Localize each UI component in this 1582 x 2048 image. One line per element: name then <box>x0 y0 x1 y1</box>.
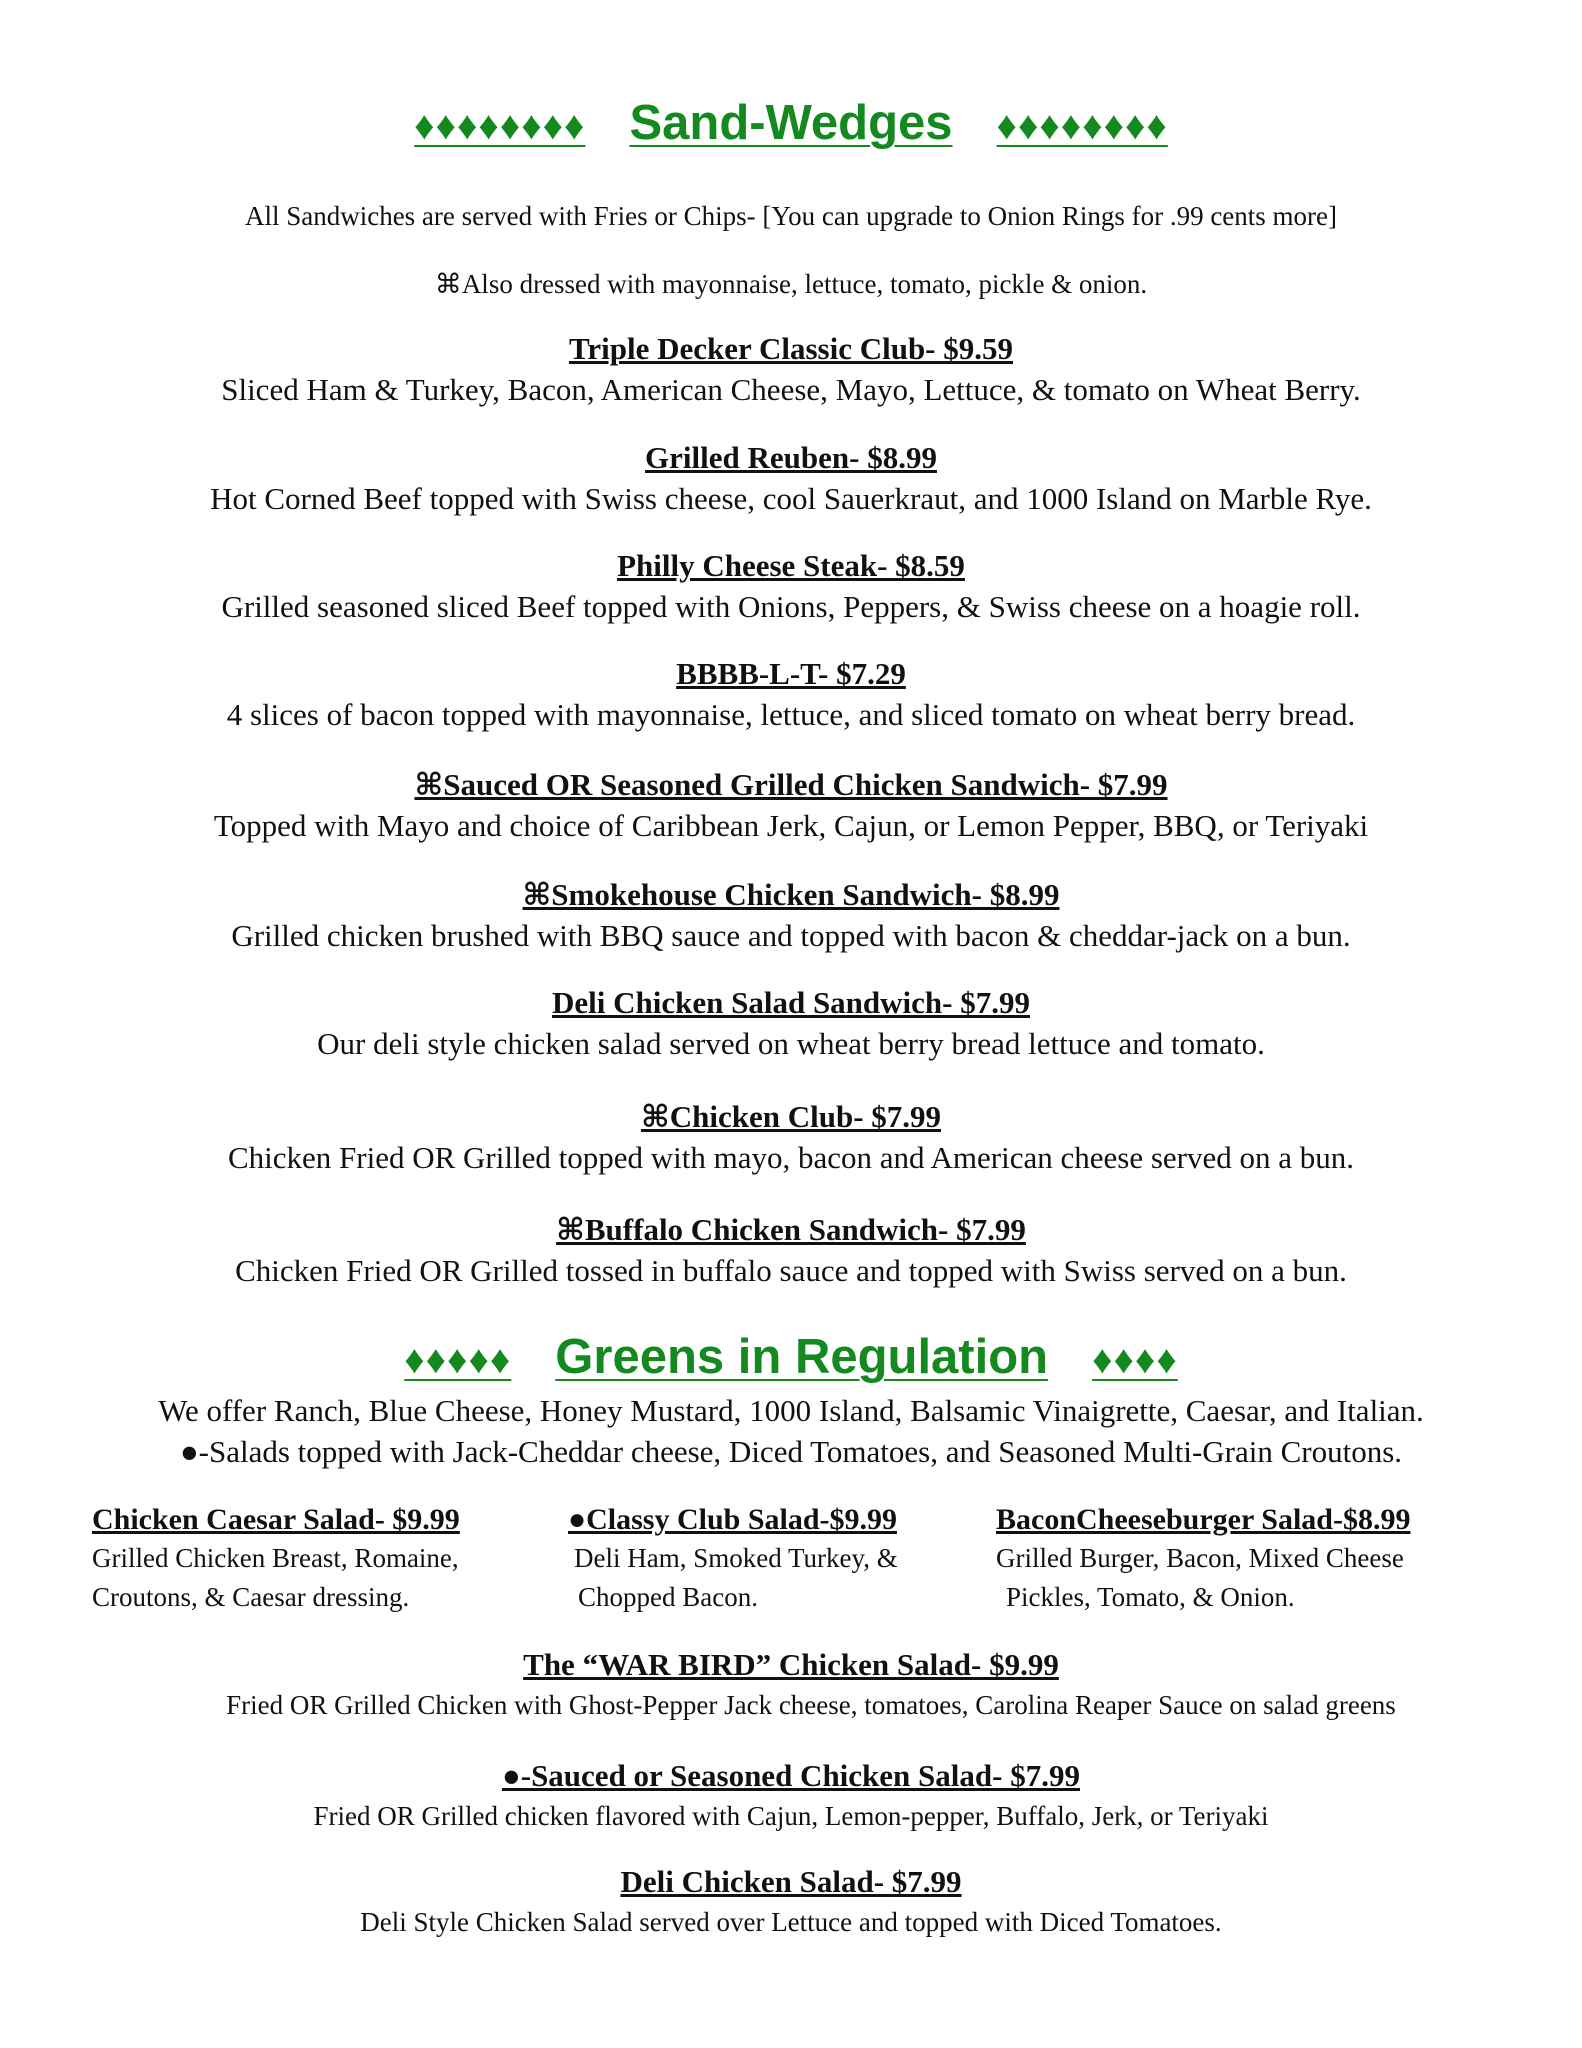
menu-item-name: ⌘Smokehouse Chicken Sandwich- $8.99 <box>522 877 1060 912</box>
section-header-sand-wedges <box>0 95 1582 151</box>
diamond-ornament-right: ♦♦♦♦ <box>1092 1338 1178 1382</box>
menu-item-desc: Chicken Fried OR Grilled topped with mayo, bacon and American cheese served on a bun. <box>227 1140 1355 1175</box>
menu-item-desc: Topped with Mayo and choice of Caribbean Jerk, Cajun, or Lemon Pepper, BBQ, or Teriyaki <box>213 808 1369 843</box>
diamond-ornament-left: ♦♦♦♦♦ <box>404 1338 512 1382</box>
menu-item-desc: Grilled chicken brushed with BBQ sauce and topped with bacon & cheddar-jack on a bun. <box>231 918 1351 953</box>
diamond-ornament-right: ♦♦♦♦♦♦♦♦ <box>996 104 1168 148</box>
toppings-note: ●-Salads topped with Jack-Cheddar cheese, Diced Tomatoes, and Seasoned Multi-Grain Croutons. <box>179 1434 1403 1469</box>
menu-item-desc-line: Deli Ham, Smoked Turkey, & <box>574 1543 898 1573</box>
menu-item-name: BBBB-L-T- $7.29 <box>676 656 906 691</box>
menu-item-name: ⌘Buffalo Chicken Sandwich- $7.99 <box>556 1212 1026 1247</box>
menu-item-name: ●-Sauced or Seasoned Chicken Salad- $7.99 <box>502 1758 1080 1793</box>
menu-item-desc: Chicken Fried OR Grilled tossed in buffalo sauce and topped with Swiss served on a bun. <box>235 1253 1347 1288</box>
menu-item-desc: Hot Corned Beef topped with Swiss cheese, cool Sauerkraut, and 1000 Island on Marble Rye. <box>210 481 1372 516</box>
menu-item-name: Deli Chicken Salad Sandwich- $7.99 <box>551 985 1030 1020</box>
salad-column <box>92 1503 460 1617</box>
menu-item-desc: Fried OR Grilled Chicken with Ghost-Pepper Jack cheese, tomatoes, Carolina Reaper Sauce on salad greens <box>226 1690 1396 1720</box>
salad-column <box>996 1503 1410 1617</box>
menu-item-desc: Fried OR Grilled chicken flavored with Cajun, Lemon-pepper, Buffalo, Jerk, or Teriyaki <box>313 1801 1269 1831</box>
menu-item-name: BaconCheeseburger Salad-$8.99 <box>996 1503 1411 1536</box>
dressing-note: ⌘Also dressed with mayonnaise, lettuce, tomato, pickle & onion. <box>434 269 1148 299</box>
menu-item-name: ⌘Chicken Club- $7.99 <box>640 1099 942 1134</box>
menu-item-desc-line: Grilled Chicken Breast, Romaine, <box>92 1543 459 1573</box>
menu-item-desc-line: Chopped Bacon. <box>578 1582 758 1612</box>
section-title: Sand-Wedges <box>629 96 953 150</box>
menu-item-name: Triple Decker Classic Club- $9.59 <box>568 331 1014 366</box>
dressings-note: We offer Ranch, Blue Cheese, Honey Mustard, 1000 Island, Balsamic Vinaigrette, Caesar, and Italian. <box>158 1393 1424 1428</box>
menu-item-name: Deli Chicken Salad- $7.99 <box>620 1864 962 1899</box>
sides-note: All Sandwiches are served with Fries or Chips- [You can upgrade to Onion Rings for .99 cents more] <box>244 201 1338 231</box>
salad-column <box>568 1503 898 1617</box>
menu-item-name: ⌘Sauced OR Seasoned Grilled Chicken Sandwich- $7.99 <box>414 767 1168 802</box>
menu-item-desc: Our deli style chicken salad served on wheat berry bread lettuce and tomato. <box>317 1026 1265 1061</box>
menu-item-name: Chicken Caesar Salad- $9.99 <box>92 1503 460 1536</box>
section-title: Greens in Regulation <box>555 1330 1049 1384</box>
menu-item-desc: Deli Style Chicken Salad served over Lettuce and topped with Diced Tomatoes. <box>360 1907 1222 1937</box>
menu-item-name: Philly Cheese Steak- $8.59 <box>617 548 965 583</box>
menu-item-desc: Sliced Ham & Turkey, Bacon, American Cheese, Mayo, Lettuce, & tomato on Wheat Berry. <box>221 372 1361 407</box>
menu-item-desc-line: Croutons, & Caesar dressing. <box>92 1582 410 1612</box>
menu-item-desc-line: Pickles, Tomato, & Onion. <box>1006 1582 1295 1612</box>
menu-item-desc: Grilled seasoned sliced Beef topped with Onions, Peppers, & Swiss cheese on a hoagie roll. <box>221 589 1361 624</box>
menu-item-name: The “WAR BIRD” Chicken Salad- $9.99 <box>523 1647 1059 1682</box>
menu-item-desc-line: Grilled Burger, Bacon, Mixed Cheese <box>996 1543 1404 1573</box>
section-header-greens-in-regulation <box>0 1329 1582 1385</box>
menu-item-name: Grilled Reuben- $8.99 <box>645 440 937 475</box>
diamond-ornament-left: ♦♦♦♦♦♦♦♦ <box>414 104 586 148</box>
menu-item-desc: 4 slices of bacon topped with mayonnaise, lettuce, and sliced tomato on wheat berry bread. <box>226 697 1356 732</box>
menu-item-name: ●Classy Club Salad-$9.99 <box>568 1503 898 1536</box>
